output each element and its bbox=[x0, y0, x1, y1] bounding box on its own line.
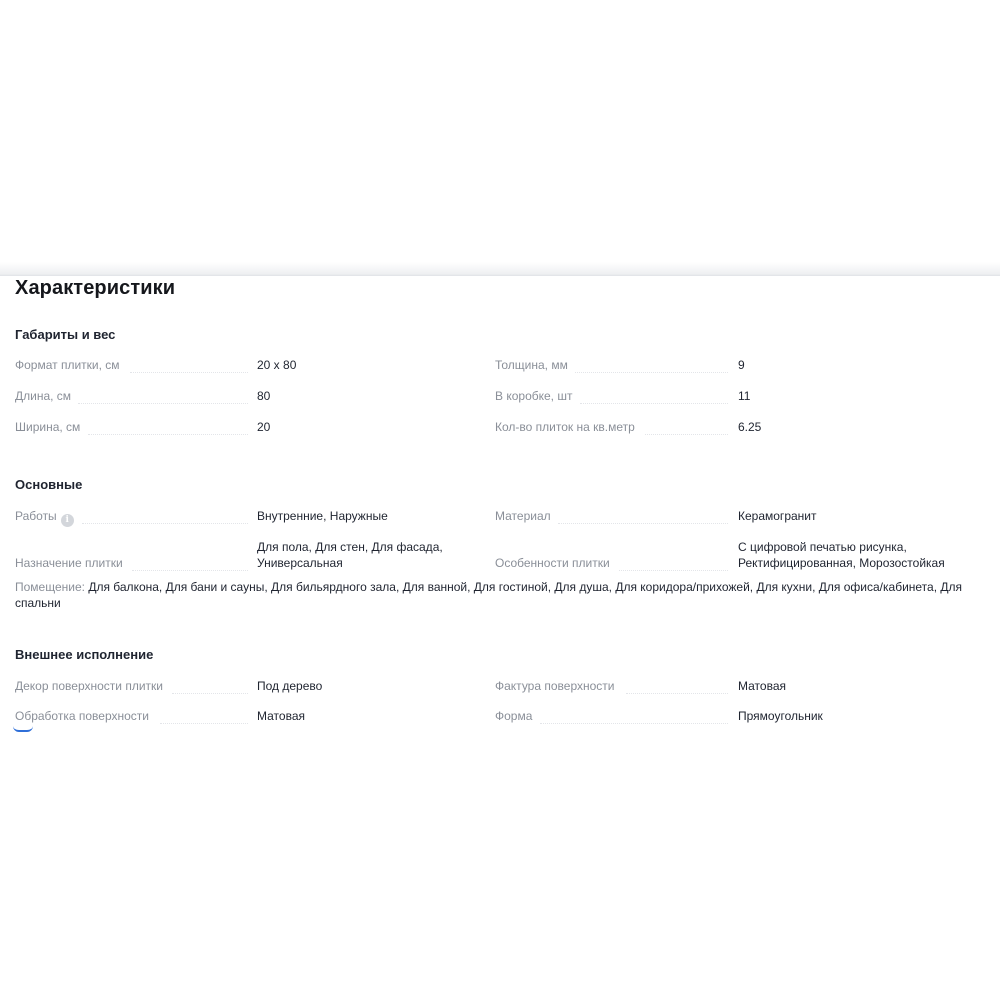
section-title: Характеристики bbox=[15, 277, 176, 299]
row-leader bbox=[619, 570, 728, 571]
prop-value-decor: Под дерево bbox=[257, 679, 323, 693]
row-leader bbox=[558, 523, 728, 524]
prop-value-format: 20 x 80 bbox=[257, 358, 297, 372]
prop-value-texture: Матовая bbox=[738, 679, 786, 693]
row-leader bbox=[626, 693, 728, 694]
header-shadow bbox=[0, 262, 1000, 276]
prop-label-features: Особенности плитки bbox=[495, 556, 610, 570]
prop-label-works-text: Работы bbox=[15, 509, 57, 523]
prop-value-finish: Матовая bbox=[257, 709, 305, 723]
prop-value-shape: Прямоугольник bbox=[738, 709, 823, 723]
prop-value-purpose-line2: Универсальная bbox=[257, 556, 343, 570]
prop-label-decor: Декор поверхности плитки bbox=[15, 679, 163, 693]
prop-label-shape: Форма bbox=[495, 709, 533, 723]
row-leader bbox=[580, 403, 728, 404]
row-leader bbox=[82, 523, 248, 524]
prop-label-purpose: Назначение плитки bbox=[15, 556, 123, 570]
group-title-exterior: Внешнее исполнение bbox=[15, 647, 154, 662]
group-title-dimensions: Габариты и вес bbox=[15, 327, 116, 342]
row-leader bbox=[645, 434, 728, 435]
cursor-highlight bbox=[13, 726, 33, 732]
row-leader bbox=[132, 570, 248, 571]
prop-value-purpose-line1: Для пола, Для стен, Для фасада, bbox=[257, 540, 443, 554]
prop-value-width: 20 bbox=[257, 420, 271, 434]
prop-label-works bbox=[15, 509, 74, 527]
prop-label-thickness: Толщина, мм bbox=[495, 358, 568, 372]
group-title-main: Основные bbox=[15, 477, 83, 492]
prop-label-tiles-per-sqm: Кол-во плиток на кв.метр bbox=[495, 420, 635, 434]
prop-label-width: Ширина, см bbox=[15, 420, 81, 434]
prop-value-works: Внутренние, Наружные bbox=[257, 509, 388, 523]
row-leader bbox=[172, 693, 248, 694]
row-leader bbox=[78, 403, 248, 404]
prop-label-box-count: В коробке, шт bbox=[495, 389, 573, 403]
rooms-label: Помещение: bbox=[15, 580, 85, 594]
prop-label-format: Формат плитки, см bbox=[15, 358, 120, 372]
prop-label-material: Материал bbox=[495, 509, 551, 523]
prop-value-thickness: 9 bbox=[738, 358, 745, 372]
row-leader bbox=[130, 372, 248, 373]
info-icon[interactable]: i bbox=[61, 514, 74, 527]
prop-value-box-count: 11 bbox=[738, 389, 751, 403]
row-leader bbox=[88, 434, 248, 435]
rooms-value: Для балкона, Для бани и сауны, Для бильярдного зала, Для ванной, Для гостиной, Для душа, Для коридора/прихожей, Для кухни, Для офиса/кабинета, Для спальни bbox=[15, 580, 963, 610]
rooms-list bbox=[15, 579, 980, 611]
prop-value-features-line1: С цифровой печатью рисунка, bbox=[738, 540, 907, 554]
prop-label-texture: Фактура поверхности bbox=[495, 679, 615, 693]
row-leader bbox=[540, 723, 728, 724]
prop-value-material: Керамогранит bbox=[738, 509, 817, 523]
row-leader bbox=[160, 723, 248, 724]
prop-value-length: 80 bbox=[257, 389, 271, 403]
prop-value-features-line2: Ректифицированная, Морозостойкая bbox=[738, 556, 945, 570]
prop-label-length: Длина, см bbox=[15, 389, 72, 403]
prop-value-tiles-per-sqm: 6.25 bbox=[738, 420, 762, 434]
header-divider bbox=[0, 275, 1000, 276]
prop-label-finish: Обработка поверхности bbox=[15, 709, 149, 723]
row-leader bbox=[575, 372, 728, 373]
